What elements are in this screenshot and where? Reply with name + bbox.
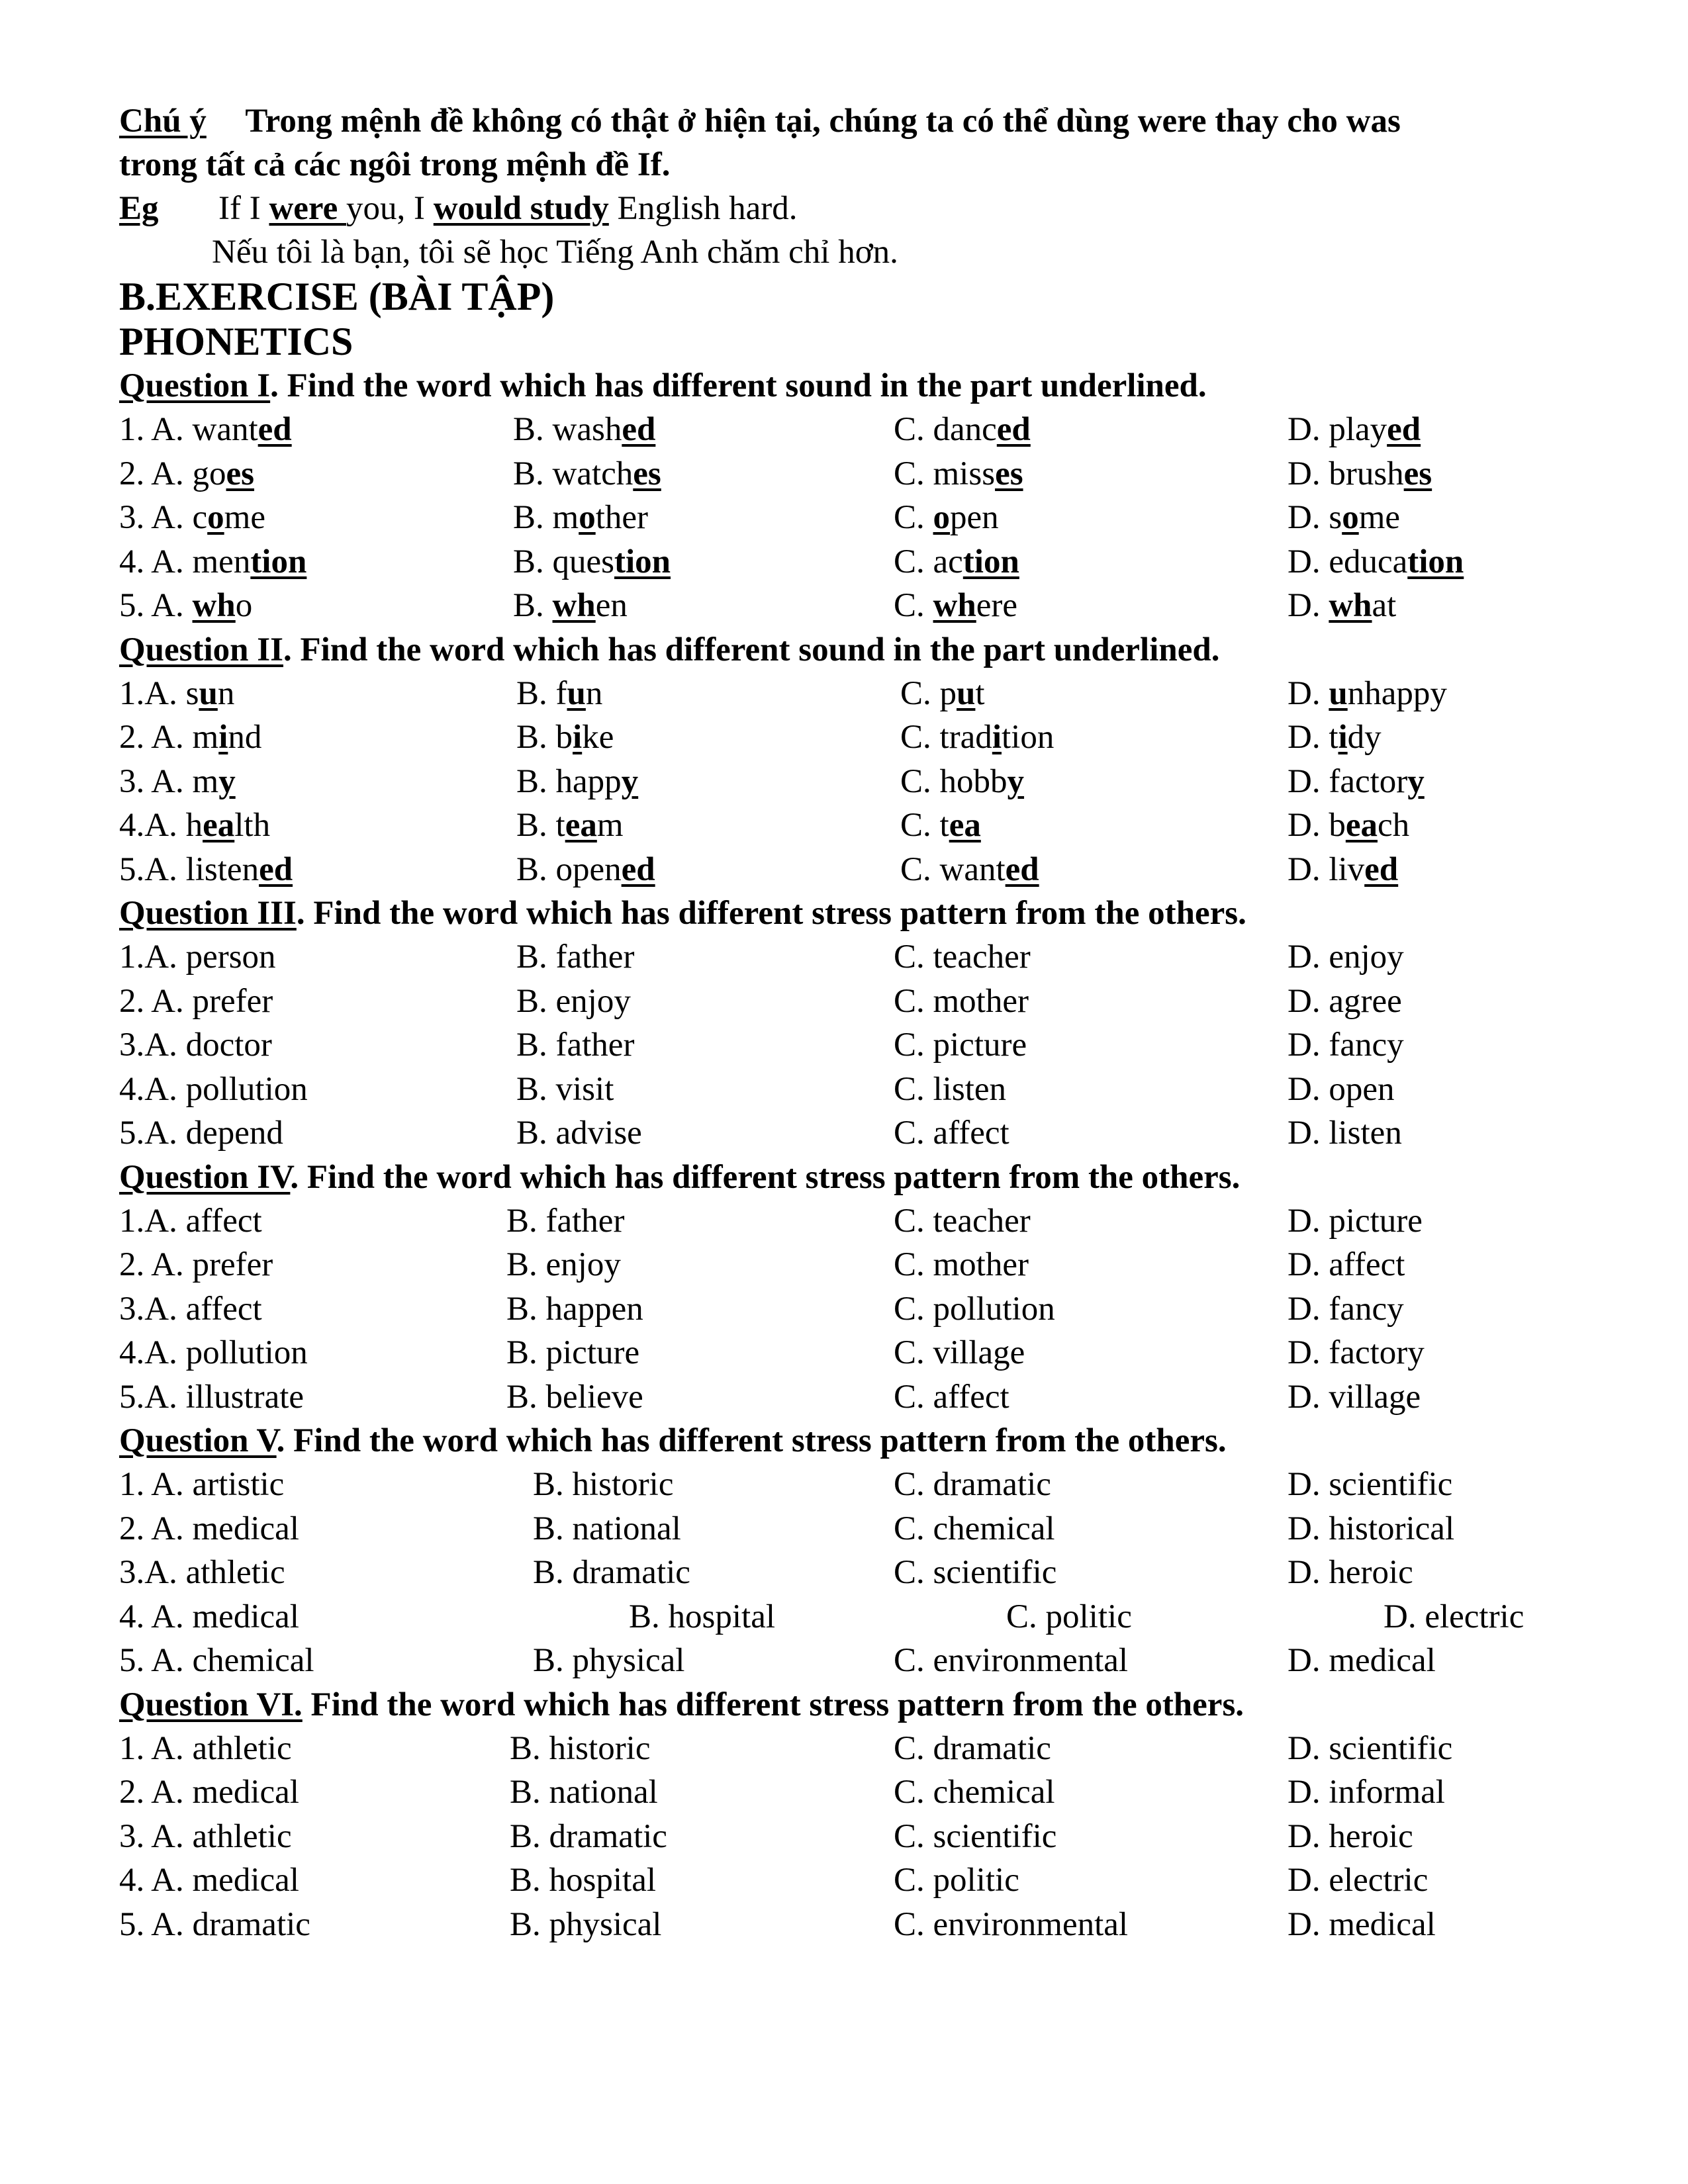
answer-option-b: B. father — [506, 1202, 625, 1240]
answer-row — [119, 1595, 1589, 1639]
underlined-part: ea — [949, 807, 981, 844]
answer-option-b: B. dramatic — [533, 1554, 690, 1591]
answer-row — [119, 979, 1589, 1024]
answer-option-c: C. where — [894, 587, 1017, 624]
note-line-1 — [119, 99, 1589, 143]
answer-option-a: 3.A. athletic — [119, 1554, 285, 1591]
underlined-part: ed — [258, 411, 292, 448]
underlined-part: y — [621, 762, 639, 800]
underlined-part: tion — [614, 543, 671, 580]
underlined-part: ea — [203, 807, 235, 844]
underlined-part: i — [218, 719, 228, 756]
answer-row — [119, 1551, 1589, 1595]
answer-option-a: 3.A. affect — [119, 1290, 262, 1328]
answer-option-d: D. electric — [1383, 1598, 1524, 1635]
answer-option-b: B. advise — [516, 1115, 642, 1152]
answer-option-a: 2. A. prefer — [119, 982, 273, 1020]
answer-option-d: D. heroic — [1288, 1554, 1413, 1591]
note-text-1: Trong mệnh đề không có thật ở hiện tại, chúng ta có thể dùng were thay cho was — [245, 103, 1401, 140]
answer-option-b: B. national — [533, 1510, 681, 1547]
answer-option-d: D. open — [1288, 1070, 1395, 1108]
answer-option-a: 2. A. mind — [119, 719, 262, 756]
answer-option-b: B. washed — [513, 411, 656, 448]
example-translation: Nếu tôi là bạn, tôi sẽ học Tiếng Anh chăm chỉ hơn. — [212, 234, 898, 271]
answer-option-a: 4. A. medical — [119, 1598, 299, 1635]
answer-option-b: B. physical — [510, 1905, 662, 1943]
example-rest: English hard. — [608, 190, 798, 227]
underlined-part: o — [579, 499, 596, 536]
example-you: you, I — [346, 190, 434, 227]
answer-option-d: D. heroic — [1288, 1817, 1413, 1855]
answer-option-b: B. enjoy — [506, 1246, 621, 1283]
example-were: were — [269, 190, 347, 227]
answer-row — [119, 496, 1589, 540]
answer-option-a: 4. A. medical — [119, 1862, 299, 1899]
answer-option-b: B. happy — [516, 762, 639, 800]
underlined-part: es — [633, 455, 661, 492]
answer-option-b: B. father — [516, 938, 635, 976]
example-line — [119, 187, 1589, 230]
answer-option-a: 1. A. athletic — [119, 1729, 292, 1767]
underlined-part: ed — [259, 850, 293, 888]
question-heading — [119, 628, 1589, 672]
answer-option-d: D. some — [1288, 499, 1400, 536]
answer-row — [119, 1639, 1589, 1683]
answer-option-b: B. when — [513, 587, 628, 624]
underlined-part: tion — [962, 543, 1019, 580]
answer-option-d: D. fancy — [1288, 1026, 1404, 1064]
answer-option-c: C. mother — [894, 982, 1029, 1020]
underlined-part: i — [573, 719, 583, 756]
answer-row — [119, 1727, 1589, 1771]
question-label: Question V — [119, 1422, 277, 1459]
answer-option-b: B. happen — [506, 1290, 643, 1328]
question-instruction: . Find the word which has different stress pattern from the others. — [296, 895, 1246, 932]
answer-row — [119, 1858, 1589, 1903]
question-heading — [119, 1683, 1589, 1727]
answer-option-d: D. enjoy — [1288, 938, 1404, 976]
answer-option-b: B. question — [513, 543, 671, 580]
answer-option-d: D. electric — [1288, 1862, 1429, 1899]
answer-option-d: D. factory — [1288, 762, 1425, 800]
underlined-part: ed — [621, 850, 655, 888]
underlined-part: wh — [933, 587, 976, 624]
answer-option-b: B. hospital — [510, 1862, 657, 1899]
answer-option-a: 1.A. affect — [119, 1202, 262, 1240]
answer-option-d: D. affect — [1288, 1246, 1405, 1283]
translation-line — [119, 230, 1589, 274]
answer-option-a: 1. A. wanted — [119, 411, 292, 448]
answer-option-c: C. affect — [894, 1115, 1009, 1152]
answer-row — [119, 848, 1589, 892]
answer-option-a: 5. A. chemical — [119, 1642, 314, 1679]
answer-option-a: 3. A. come — [119, 499, 265, 536]
answer-option-c: C. dramatic — [894, 1466, 1051, 1503]
answer-option-c: C. environmental — [894, 1642, 1129, 1679]
underlined-part: wh — [192, 587, 236, 624]
answer-option-d: D. village — [1288, 1378, 1421, 1416]
answer-option-c: C. danced — [894, 411, 1031, 448]
answer-option-c: C. put — [900, 674, 985, 712]
question-label: Question III — [119, 895, 297, 932]
answer-option-c: C. misses — [894, 455, 1023, 492]
answer-option-a: 1.A. person — [119, 938, 276, 976]
worksheet-page — [119, 99, 1589, 1946]
answer-option-c: C. wanted — [900, 850, 1039, 888]
underlined-part: u — [957, 674, 976, 712]
answer-option-b: B. father — [516, 1026, 635, 1064]
underlined-part: i — [992, 719, 1002, 756]
answer-option-d: D. informal — [1288, 1774, 1445, 1811]
answer-option-d: D. listen — [1288, 1115, 1402, 1152]
answer-row — [119, 1463, 1589, 1507]
answer-row — [119, 1903, 1589, 1947]
underlined-part: tion — [1407, 543, 1464, 580]
answer-option-b: B. opened — [516, 850, 655, 888]
underlined-part: o — [933, 499, 951, 536]
answer-option-a: 1.A. sun — [119, 674, 235, 712]
question-heading — [119, 1419, 1589, 1463]
answer-row — [119, 1770, 1589, 1815]
question-label: Question VI. — [119, 1686, 303, 1723]
answer-option-a: 4.A. health — [119, 807, 271, 844]
note-label: Chú ý — [119, 103, 207, 140]
answer-option-c: C. chemical — [894, 1510, 1055, 1547]
underlined-part: es — [995, 455, 1023, 492]
question-label: Question II — [119, 631, 283, 668]
answer-option-a: 2. A. medical — [119, 1774, 299, 1811]
answer-option-b: B. visit — [516, 1070, 614, 1108]
answer-option-c: C. dramatic — [894, 1729, 1051, 1767]
underlined-part: o — [207, 499, 224, 536]
answer-option-b: B. believe — [506, 1378, 643, 1416]
answer-option-c: C. affect — [894, 1378, 1009, 1416]
question-label: Question IV — [119, 1158, 291, 1196]
note-line-2 — [119, 143, 1589, 187]
answer-option-c: C. chemical — [894, 1774, 1055, 1811]
answer-option-d: D. fancy — [1288, 1290, 1404, 1328]
underlined-part: tion — [250, 543, 307, 580]
answer-option-c: C. village — [894, 1334, 1025, 1371]
answer-option-d: D. agree — [1288, 982, 1402, 1020]
answer-option-b: B. mother — [513, 499, 648, 536]
question-instruction: . Find the word which has different sound in the part underlined. — [270, 367, 1207, 404]
answer-option-d: D. scientific — [1288, 1466, 1453, 1503]
answer-option-b: B. bike — [516, 719, 614, 756]
underlined-part: ed — [1005, 850, 1039, 888]
question-label: Question I — [119, 367, 271, 404]
answer-option-d: D. lived — [1288, 850, 1399, 888]
answer-option-c: C. action — [894, 543, 1019, 580]
answer-option-d: D. what — [1288, 587, 1397, 624]
answer-row — [119, 715, 1589, 760]
answer-row — [119, 1243, 1589, 1287]
question-instruction: . Find the word which has different stress pattern from the others. — [276, 1422, 1227, 1459]
underlined-part: y — [1007, 762, 1025, 800]
answer-option-c: C. pollution — [894, 1290, 1055, 1328]
answer-option-c: C. scientific — [894, 1554, 1057, 1591]
underlined-part: u — [567, 674, 586, 712]
section-heading: B.EXERCISE (BÀI TẬP) — [119, 275, 555, 318]
answer-option-b: B. national — [510, 1774, 658, 1811]
answer-option-b: B. fun — [516, 674, 603, 712]
answer-row — [119, 1507, 1589, 1551]
underlined-part: u — [1329, 674, 1348, 712]
answer-row — [119, 540, 1589, 584]
question-heading — [119, 1156, 1589, 1199]
answer-option-a: 2. A. goes — [119, 455, 255, 492]
answer-option-b: B. picture — [506, 1334, 640, 1371]
answer-option-c: C. teacher — [894, 938, 1031, 976]
answer-option-d: D. unhappy — [1288, 674, 1447, 712]
example-would-study: would study — [433, 190, 609, 227]
answer-row — [119, 1287, 1589, 1332]
answer-option-b: B. team — [516, 807, 624, 844]
answer-row — [119, 672, 1589, 716]
answer-option-d: D. beach — [1288, 807, 1410, 844]
answer-row — [119, 584, 1589, 628]
answer-option-c: C. tea — [900, 807, 981, 844]
underlined-part: es — [1403, 455, 1432, 492]
underlined-part: i — [1338, 719, 1348, 756]
answer-option-d: D. played — [1288, 411, 1421, 448]
answer-row — [119, 1199, 1589, 1244]
answer-row — [119, 1068, 1589, 1112]
answer-option-d: D. medical — [1288, 1642, 1436, 1679]
answer-option-c: C. listen — [894, 1070, 1007, 1108]
example-label: Eg — [119, 190, 159, 227]
answer-row — [119, 803, 1589, 848]
answer-row — [119, 1023, 1589, 1068]
underlined-part: y — [1407, 762, 1425, 800]
answer-option-b: B. historic — [533, 1466, 674, 1503]
answer-option-a: 3.A. doctor — [119, 1026, 272, 1064]
underlined-part: ed — [1364, 850, 1399, 888]
answer-option-c: C. mother — [894, 1246, 1029, 1283]
question-heading — [119, 364, 1589, 408]
example-if: If I — [218, 190, 269, 227]
answer-option-d: D. tidy — [1288, 719, 1382, 756]
answer-option-c: C. environmental — [894, 1905, 1129, 1943]
phonetics-heading: PHONETICS — [119, 320, 353, 363]
underlined-part: ea — [1345, 807, 1378, 844]
answer-option-a: 5.A. listened — [119, 850, 293, 888]
underlined-part: wh — [1329, 587, 1372, 624]
answer-option-a: 4.A. pollution — [119, 1334, 308, 1371]
answer-option-b: B. enjoy — [516, 982, 631, 1020]
underlined-part: es — [226, 455, 255, 492]
answer-row — [119, 1375, 1589, 1420]
answer-option-a: 2. A. prefer — [119, 1246, 273, 1283]
answer-option-a: 4.A. pollution — [119, 1070, 308, 1108]
answer-row — [119, 1331, 1589, 1375]
underlined-part: ea — [565, 807, 597, 844]
answer-option-d: D. education — [1288, 543, 1464, 580]
question-instruction: . Find the word which has different sound in the part underlined. — [283, 631, 1220, 668]
underlined-part: o — [1342, 499, 1359, 536]
answer-row — [119, 452, 1589, 496]
answer-row — [119, 935, 1589, 979]
answer-option-b: B. watches — [513, 455, 661, 492]
answer-row — [119, 1111, 1589, 1156]
answer-option-b: B. physical — [533, 1642, 685, 1679]
question-instruction: . Find the word which has different stress pattern from the others. — [290, 1158, 1241, 1196]
underlined-part: u — [199, 674, 218, 712]
answer-row — [119, 760, 1589, 804]
answer-option-d: D. medical — [1288, 1905, 1436, 1943]
answer-option-c: C. politic — [1006, 1598, 1132, 1635]
answer-option-c: C. tradition — [900, 719, 1055, 756]
answer-option-a: 3. A. my — [119, 762, 236, 800]
question-instruction: Find the word which has different stress pattern from the others. — [302, 1686, 1244, 1723]
answer-option-b: B. historic — [510, 1729, 651, 1767]
answer-row — [119, 408, 1589, 452]
answer-option-a: 2. A. medical — [119, 1510, 299, 1547]
answer-option-a: 4. A. mention — [119, 543, 307, 580]
underlined-part: ed — [622, 411, 656, 448]
answer-option-d: D. scientific — [1288, 1729, 1453, 1767]
answer-option-c: C. scientific — [894, 1817, 1057, 1855]
answer-option-b: B. dramatic — [510, 1817, 667, 1855]
note-text-2: trong tất cả các ngôi trong mệnh đề If. — [119, 146, 671, 183]
underlined-part: wh — [552, 587, 596, 624]
answer-option-d: D. historical — [1288, 1510, 1455, 1547]
answer-option-c: C. open — [894, 499, 999, 536]
answer-option-a: 5.A. depend — [119, 1115, 283, 1152]
answer-option-a: 3. A. athletic — [119, 1817, 292, 1855]
underlined-part: ed — [996, 411, 1031, 448]
question-heading — [119, 891, 1589, 935]
questions-container — [119, 364, 1589, 1946]
answer-option-c: C. picture — [894, 1026, 1027, 1064]
answer-option-d: D. factory — [1288, 1334, 1425, 1371]
answer-option-a: 5. A. dramatic — [119, 1905, 310, 1943]
answer-option-d: D. brushes — [1288, 455, 1432, 492]
answer-option-c: C. teacher — [894, 1202, 1031, 1240]
answer-row — [119, 1815, 1589, 1859]
answer-option-a: 5. A. who — [119, 587, 253, 624]
answer-option-a: 5.A. illustrate — [119, 1378, 305, 1416]
underlined-part: ed — [1387, 411, 1421, 448]
underlined-part: y — [218, 762, 236, 800]
answer-option-c: C. politic — [894, 1862, 1019, 1899]
answer-option-d: D. picture — [1288, 1202, 1423, 1240]
answer-option-b: B. hospital — [629, 1598, 776, 1635]
answer-option-a: 1. A. artistic — [119, 1466, 285, 1503]
answer-option-c: C. hobby — [900, 762, 1025, 800]
